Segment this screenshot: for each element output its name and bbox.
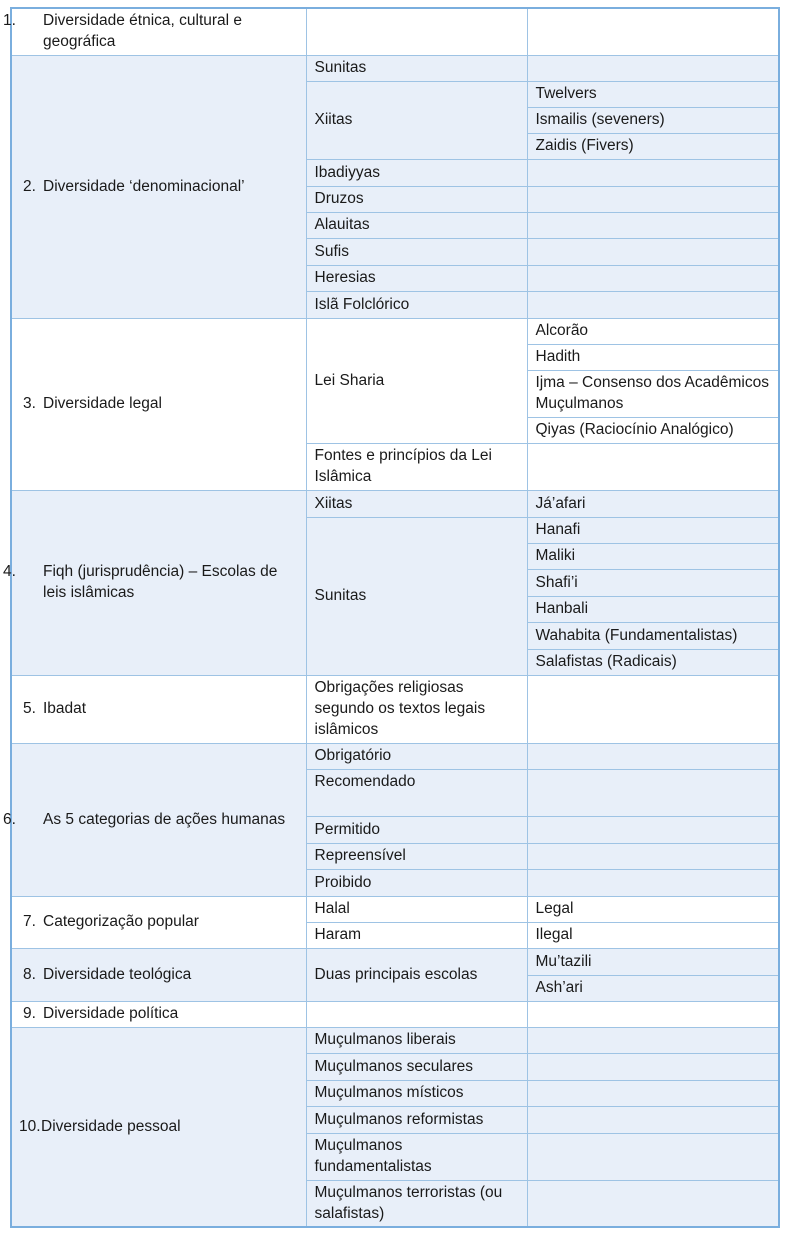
table-row xyxy=(11,1001,779,1027)
table-row xyxy=(11,55,779,81)
subcategory-cell: Druzos xyxy=(306,186,527,212)
detail-cell: Twelvers xyxy=(527,81,779,107)
detail-cell: Hanafi xyxy=(527,517,779,543)
detail-cell xyxy=(527,675,779,743)
table-row xyxy=(11,318,779,344)
detail-cell: Já’afari xyxy=(527,490,779,517)
detail-cell xyxy=(527,291,779,318)
detail-cell: Ash’ari xyxy=(527,975,779,1001)
section-label: 5. Ibadat xyxy=(11,675,306,743)
section-label: 3. Diversidade legal xyxy=(11,318,306,490)
section-label: 10.Diversidade pessoal xyxy=(11,1027,306,1227)
subcategory-cell: Repreensível xyxy=(306,843,527,869)
detail-cell xyxy=(527,8,779,55)
subcategory-cell: Proibido xyxy=(306,869,527,896)
detail-cell xyxy=(527,843,779,869)
table-row xyxy=(11,948,779,975)
diversity-table xyxy=(3,7,780,1228)
detail-cell: Hadith xyxy=(527,344,779,370)
detail-cell: Legal xyxy=(527,896,779,922)
subcategory-cell: Muçulmanos reformistas xyxy=(306,1106,527,1133)
detail-cell: Ilegal xyxy=(527,922,779,948)
detail-cell xyxy=(527,1080,779,1106)
table-row xyxy=(11,743,779,769)
detail-cell xyxy=(527,743,779,769)
subcategory-cell xyxy=(306,1001,527,1027)
subcategory-cell: Obrigações religiosas segundo os textos legais islâmicos xyxy=(306,675,527,743)
detail-cell xyxy=(527,55,779,81)
detail-cell xyxy=(527,769,779,816)
subcategory-cell: Muçulmanos fundamentalistas xyxy=(306,1133,527,1180)
detail-cell: Hanbali xyxy=(527,596,779,622)
subcategory-cell: Heresias xyxy=(306,265,527,291)
section-label: 7. Categorização popular xyxy=(11,896,306,948)
table-row xyxy=(11,896,779,922)
detail-cell xyxy=(527,869,779,896)
table-row xyxy=(11,490,779,517)
subcategory-cell: Fontes e princípios da Lei Islâmica xyxy=(306,443,527,490)
detail-cell: Alcorão xyxy=(527,318,779,344)
subcategory-cell: Recomendado xyxy=(306,769,527,816)
detail-cell: Ismailis (seveners) xyxy=(527,107,779,133)
subcategory-cell: Sunitas xyxy=(306,55,527,81)
detail-cell xyxy=(527,265,779,291)
subcategory-cell xyxy=(306,8,527,55)
detail-cell xyxy=(527,159,779,186)
subcategory-cell: Muçulmanos liberais xyxy=(306,1027,527,1053)
detail-cell: Qiyas (Raciocínio Analógico) xyxy=(527,417,779,443)
detail-cell: Shafi’i xyxy=(527,569,779,596)
detail-cell: Maliki xyxy=(527,543,779,569)
subcategory-cell: Permitido xyxy=(306,816,527,843)
subcategory-cell: Muçulmanos terroristas (ou salafistas) xyxy=(306,1180,527,1227)
subcategory-cell: Muçulmanos seculares xyxy=(306,1053,527,1080)
table-row xyxy=(11,675,779,743)
detail-cell xyxy=(527,1133,779,1180)
section-label: 4. Fiqh (jurisprudência) – Escolas de leis islâmicas xyxy=(11,490,306,675)
detail-cell: Wahabita (Fundamentalistas) xyxy=(527,622,779,649)
detail-cell: Ijma – Consenso dos Acadêmicos Muçulmanos xyxy=(527,370,779,417)
section-label: 8. Diversidade teológica xyxy=(11,948,306,1001)
subcategory-cell: Haram xyxy=(306,922,527,948)
table-row xyxy=(11,8,779,55)
subcategory-cell: Xiitas xyxy=(306,490,527,517)
subcategory-cell: Duas principais escolas xyxy=(306,948,527,1001)
subcategory-cell: Alauitas xyxy=(306,212,527,238)
table-row xyxy=(11,1027,779,1053)
detail-cell xyxy=(527,443,779,490)
subcategory-cell: Sufis xyxy=(306,238,527,265)
detail-cell xyxy=(527,212,779,238)
detail-cell xyxy=(527,1053,779,1080)
detail-cell: Salafistas (Radicais) xyxy=(527,649,779,675)
section-label: 9. Diversidade política xyxy=(11,1001,306,1027)
detail-cell xyxy=(527,816,779,843)
detail-cell: Zaidis (Fivers) xyxy=(527,133,779,159)
section-label: 6. As 5 categorias de ações humanas xyxy=(11,743,306,896)
detail-cell xyxy=(527,186,779,212)
subcategory-cell: Obrigatório xyxy=(306,743,527,769)
subcategory-cell: Sunitas xyxy=(306,517,527,675)
section-label: 1. Diversidade étnica, cultural e geográfica xyxy=(11,8,306,55)
subcategory-cell: Islã Folclórico xyxy=(306,291,527,318)
subcategory-cell: Ibadiyyas xyxy=(306,159,527,186)
subcategory-cell: Lei Sharia xyxy=(306,318,527,443)
subcategory-cell: Halal xyxy=(306,896,527,922)
detail-cell xyxy=(527,1001,779,1027)
section-label: 2. Diversidade ‘denominacional’ xyxy=(11,55,306,318)
detail-cell xyxy=(527,1180,779,1227)
subcategory-cell: Muçulmanos místicos xyxy=(306,1080,527,1106)
detail-cell: Mu’tazili xyxy=(527,948,779,975)
detail-cell xyxy=(527,238,779,265)
detail-cell xyxy=(527,1027,779,1053)
subcategory-cell: Xiitas xyxy=(306,81,527,159)
detail-cell xyxy=(527,1106,779,1133)
